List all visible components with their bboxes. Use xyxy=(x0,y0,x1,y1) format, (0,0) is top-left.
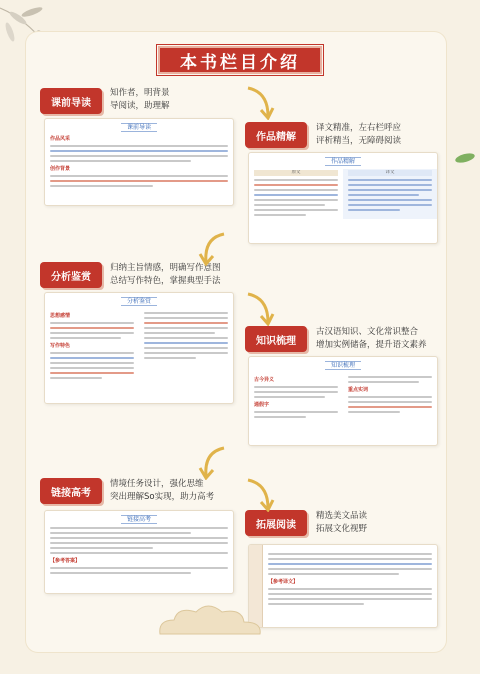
arrow-1 xyxy=(246,86,276,120)
arrow-3 xyxy=(246,292,276,326)
card-heading: 作品风采 xyxy=(50,136,71,142)
card-fenxi xyxy=(44,292,234,404)
desc-line-2: 总结写作特色，掌握典型手法 xyxy=(110,276,221,286)
tag-gaokao: 链接高考 xyxy=(40,478,102,504)
desc-line-1: 精选美文品读 xyxy=(316,511,368,521)
arrow-5 xyxy=(246,478,276,512)
desc-line-1: 知作者，明背景 xyxy=(110,88,170,98)
desc-line-1: 译文精准，左右栏呼应 xyxy=(316,123,402,133)
card-heading-2: 通假字 xyxy=(254,402,270,408)
card-title: 课前导读 xyxy=(45,122,233,131)
tag-tuozhan: 拓展阅读 xyxy=(245,510,307,536)
cloud-decoration xyxy=(150,600,270,640)
card-title: 知识梳理 xyxy=(249,360,437,369)
desc-gaokao xyxy=(110,478,214,504)
card-heading: 【参考答案】 xyxy=(50,558,81,564)
col-head-right: 译文 xyxy=(348,170,432,176)
desc-line-1: 古汉语知识、文化常识整合 xyxy=(316,327,419,337)
card-heading: 【参考译文】 xyxy=(268,579,299,585)
leaf-decoration xyxy=(454,150,476,166)
card-keqian xyxy=(44,118,234,206)
desc-line-2: 增加实例储备，提升语文素养 xyxy=(316,340,427,350)
card-title: 链接高考 xyxy=(45,514,233,523)
desc-line-1: 归纳主旨情感，明确写作意图 xyxy=(110,263,221,273)
card-title: 分析鉴赏 xyxy=(45,296,233,305)
tag-zuopin: 作品精解 xyxy=(245,122,307,148)
desc-line-2: 导阅读，助理解 xyxy=(110,101,170,111)
card-zhishi xyxy=(248,356,438,446)
desc-zhishi xyxy=(316,326,427,352)
arrow-2 xyxy=(196,232,226,266)
desc-tuozhan xyxy=(316,510,367,536)
card-heading-2: 写作特色 xyxy=(50,343,71,349)
page-title: 本书栏目介绍 xyxy=(158,46,322,74)
card-heading-2: 创作背景 xyxy=(50,166,71,172)
card-heading: 古今异义 xyxy=(254,377,275,383)
tag-zhishi: 知识梳理 xyxy=(245,326,307,352)
tag-fenxi: 分析鉴赏 xyxy=(40,262,102,288)
card-zuopin xyxy=(248,152,438,244)
desc-keqian xyxy=(110,87,170,113)
card-gaokao xyxy=(44,510,234,594)
col-head-left: 原文 xyxy=(254,170,338,176)
desc-zuopin xyxy=(316,122,401,148)
desc-line-2: 评析精当，无障碍阅读 xyxy=(316,136,402,146)
desc-line-2: 拓展文化视野 xyxy=(316,524,368,534)
tag-keqian: 课前导读 xyxy=(40,88,102,114)
desc-line-1: 情境任务设计，强化思维 xyxy=(110,479,204,489)
arrow-4 xyxy=(196,446,226,480)
desc-line-2: 突出理解So实现，助力高考 xyxy=(110,492,215,502)
card-title: 作品精解 xyxy=(249,156,437,165)
card-heading: 思想感情 xyxy=(50,313,71,319)
card-tuozhan xyxy=(248,544,438,628)
card-heading-3: 重点实词 xyxy=(348,387,369,393)
